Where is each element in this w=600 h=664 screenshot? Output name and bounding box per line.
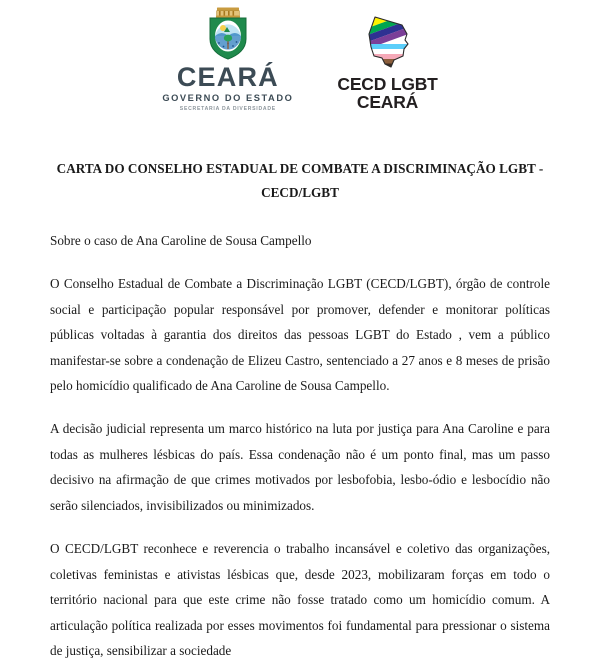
paragraph: O Conselho Estadual de Combate a Discriminação LGBT (CECD/LGBT), órgão de controle social e participação popular responsável por promover, defender e monitorar políticas públicas voltadas à garantia dos direitos das pessoas LGBT do Estado , vem a público manifestar-se sobre a condenação de Elizeu Castro, sentenciado a 27 anos e 8 meses de prisão pelo homicídio qualificado de Ana Caroline de Sousa Campello. xyxy=(50,276,550,393)
document-title-line2: CECD/LGBT xyxy=(261,184,339,200)
document-body xyxy=(0,157,600,664)
ceara-department-label: SECRETARIA DA DIVERSIDADE xyxy=(179,105,276,112)
ceara-wordmark: CEARÁ xyxy=(176,61,279,92)
ceara-map-pride-flag-icon xyxy=(358,12,418,70)
document-title xyxy=(50,157,550,204)
cecd-lgbt-logo xyxy=(337,12,437,112)
paragraph: O CECD/LGBT reconhece e reverencia o trabalho incansável e coletivo das organizações, coletivas feministas e ativistas lésbicas que, desde 2023, mobilizaram forças em todo o território nacional para que este crime não fosse tratado como um homicídio comum. A articulação política realizada por esses movimentos foi fundamental para pressionar o sistema de justiça, sensibilizar a sociedade xyxy=(50,541,550,659)
ceara-government-logo xyxy=(162,3,293,112)
ceara-government-subtitle: GOVERNO DO ESTADO xyxy=(162,92,294,103)
ceara-coat-of-arms-icon xyxy=(202,3,254,61)
document-title-line1: CARTA DO CONSELHO ESTADUAL DE COMBATE A DISCRIMINAÇÃO LGBT - xyxy=(56,161,544,176)
document-subject-line: Sobre o caso de Ana Caroline de Sousa Campello xyxy=(50,233,312,248)
paragraph: A decisão judicial representa um marco histórico na luta por justiça para Ana Caroline e para todas as mulheres lésbicas do país. Essa condenação não é um ponto final, mas um passo decisivo na afirmação de que crimes motivados por lesbofobia, lesbo-ódio e lesbocídio não serão silenciados, invisibilizados ou minimizados. xyxy=(50,421,550,513)
cecd-logo-line2: CEARÁ xyxy=(356,92,419,113)
cecd-logo-line1: CECD LGBT xyxy=(337,73,438,94)
letterhead xyxy=(0,0,600,112)
